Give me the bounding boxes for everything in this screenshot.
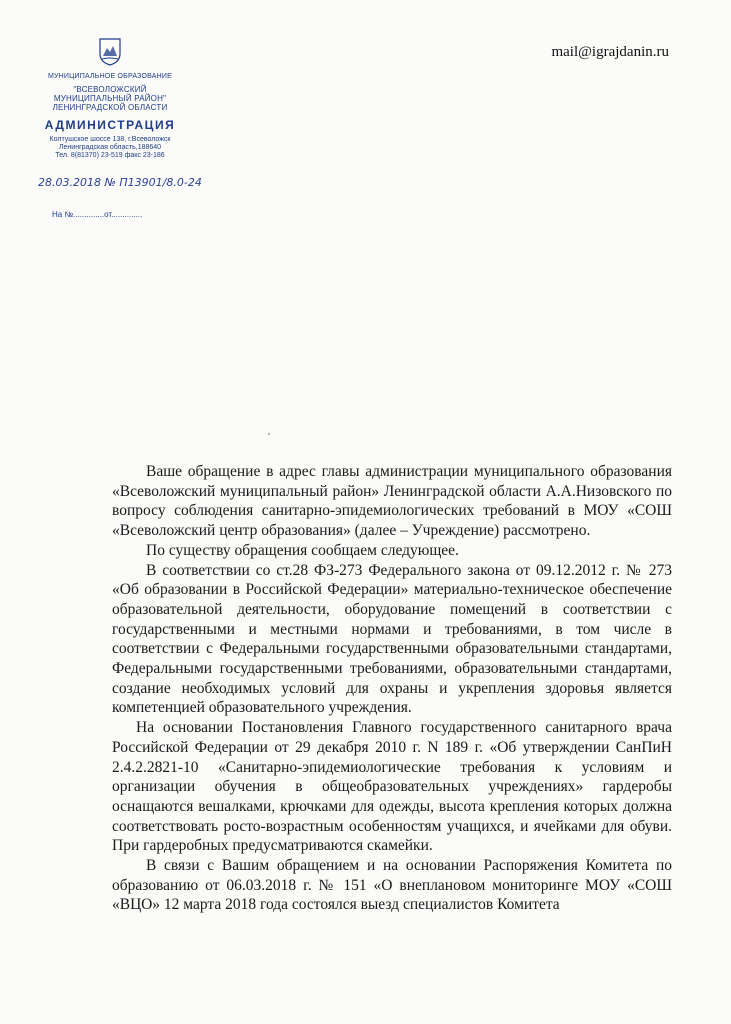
coat-of-arms-icon — [99, 38, 121, 66]
address-line: Колтушское шоссе 138, г.Всеволожск — [49, 136, 171, 143]
letterhead — [30, 38, 190, 160]
scan-speck — [268, 433, 270, 435]
paragraph: В соответствии со ст.28 ФЗ-273 Федерального закона от 09.12.2012 г. № 273 «Об образовании в Российской Федерации» материально-техническое обеспечение образовательной деятельности, оборудование помещений в соответствии с государственными и местными нормами и требованиями, в том числе в соответствии с Федеральными государственными образовательными стандартами, Федеральными государственными требованиями, образовательными стандартами, создание необходимых условий для охраны и укрепления здоровья является компетенцией образовательного учреждения. — [112, 561, 672, 717]
admin-title: АДМИНИСТРАЦИЯ — [44, 118, 176, 132]
handwritten-registration: 28.03.2018 № П13901/8.0-24 — [38, 176, 202, 189]
paragraph: По существу обращения сообщаем следующее. — [146, 541, 459, 559]
registration-line — [38, 176, 218, 190]
org-line: МУНИЦИПАЛЬНЫЙ РАЙОН" — [53, 94, 167, 103]
reference-line: На №..............от.............. — [52, 210, 143, 219]
phone-line: Тел. 8(81370) 23-519 факс 23-186 — [55, 152, 165, 159]
org-line: "ВСЕВОЛОЖСКИЙ — [73, 85, 147, 94]
address-line: Ленинградская область,188640 — [58, 144, 162, 151]
paragraph: На основании Постановления Главного государственного санитарного врача Российской Федерации от 29 декабря 2010 г. N 189 г. «Об утверждении СанПиН 2.4.2.2821-10 «Санитарно-эпидемиологические требования к условиям и организации обучения в общеобразовательных учреждениях» гардеробы оснащаются вешалками, крючками для одежды, высота крепления которых должна соответствовать росто-возрастным особенностям учащихся, и ячейками для обуви. При гардеробных предусматриваются скамейки. — [112, 719, 672, 855]
paragraph: Ваше обращение в адрес главы администрации муниципального образования «Всеволожский муниципальный район» Ленинградской области А.А.Низовского по вопросу соблюдения санитарно-эпидемиологических требований в МОУ «СОШ «Всеволожский центр образования» (далее – Учреждение) рассмотрено. — [112, 463, 672, 540]
recipient-email: mail@igrajdanin.ru — [551, 44, 669, 60]
paragraph: В связи с Вашим обращением и на основании Распоряжения Комитета по образованию от 06.03.2018 г. № 151 «О внеплановом мониторинге МОУ «СОШ «ВЦО» 12 марта 2018 года состоялся выезд специалистов Комитета — [112, 857, 672, 914]
org-line: МУНИЦИПАЛЬНОЕ ОБРАЗОВАНИЕ — [47, 73, 172, 80]
org-line: ЛЕНИНГРАДСКОЙ ОБЛАСТИ — [52, 103, 168, 112]
letter-body — [112, 462, 672, 915]
